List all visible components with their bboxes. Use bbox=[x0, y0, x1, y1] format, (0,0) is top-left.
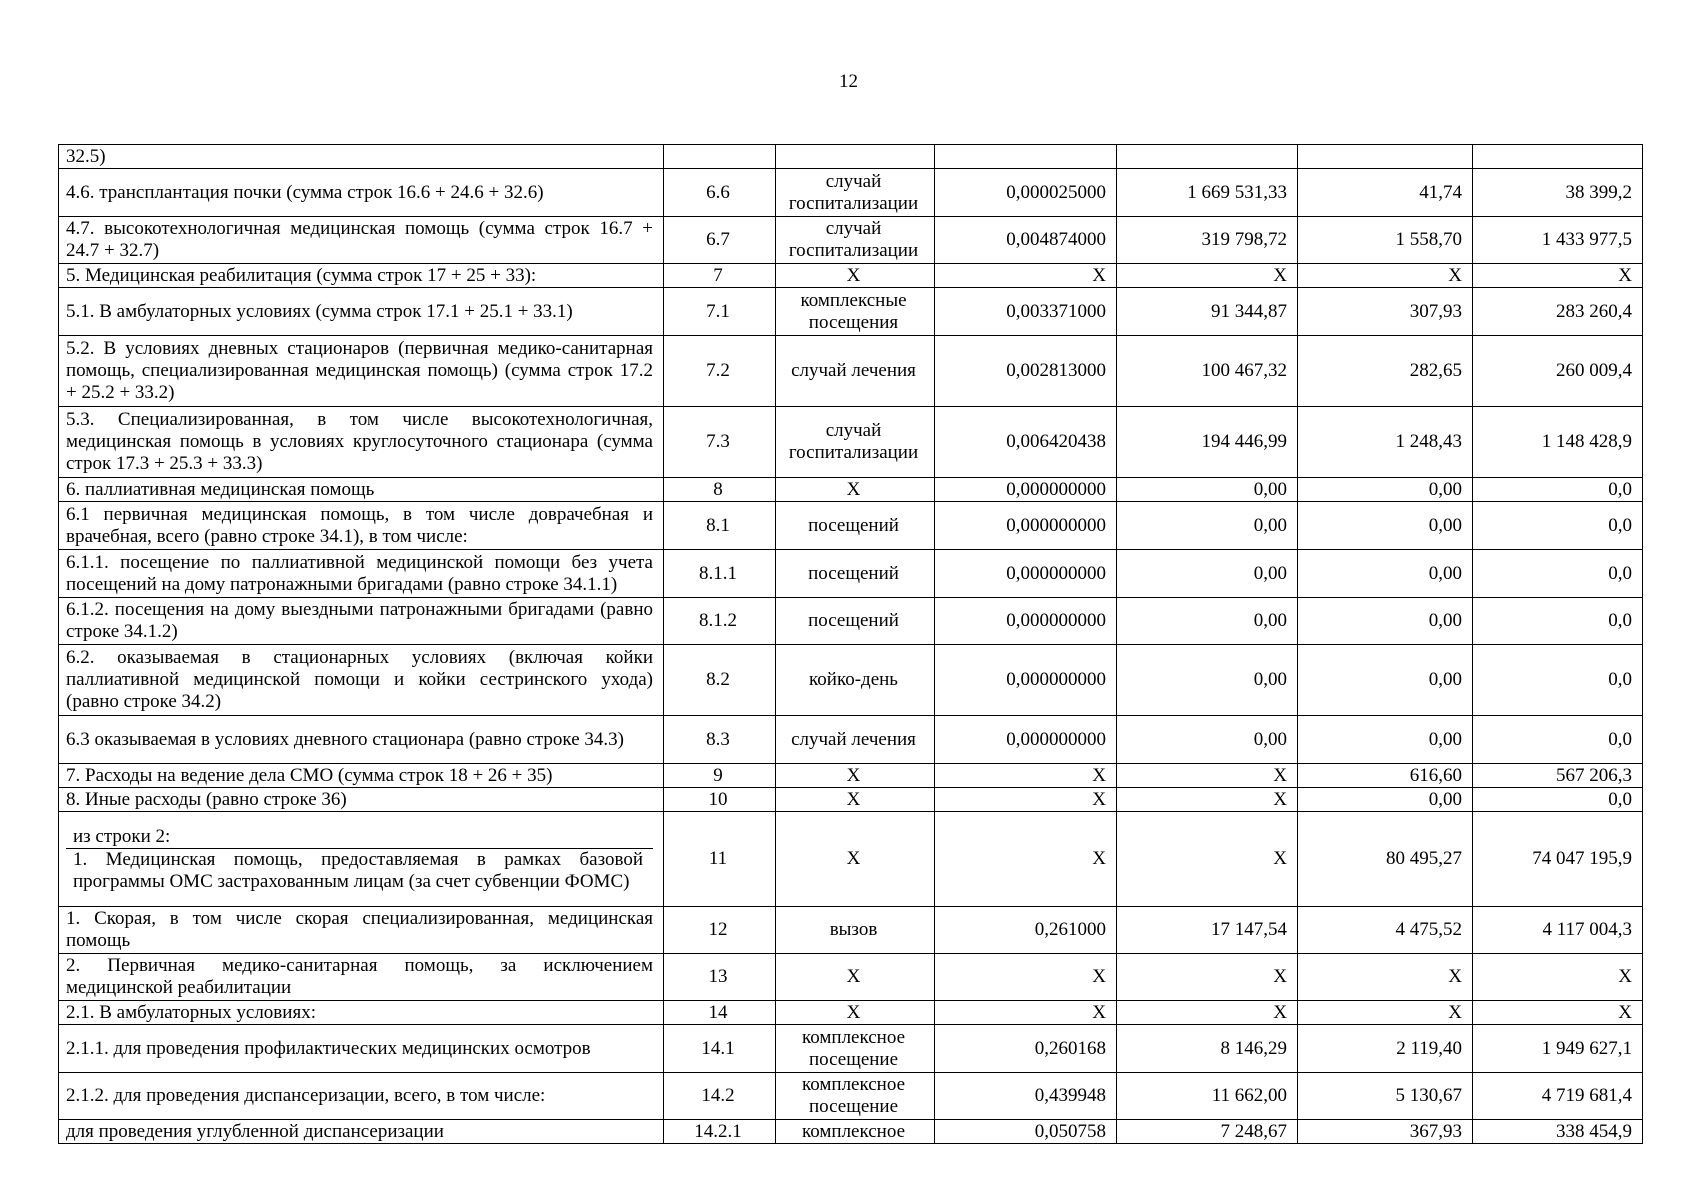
cell-unit: случай лечения bbox=[776, 716, 935, 764]
cell-norm: 0,050758 bbox=[935, 1120, 1117, 1144]
row-name: 1. Медицинская помощь, предоставляемая в рамках базовой программы ОМС застрахованным лицам (за счет субвенции ФОМС) bbox=[73, 848, 643, 892]
cell-unit: X bbox=[776, 264, 935, 288]
cell-percap bbox=[1298, 145, 1473, 169]
cell-unit: X bbox=[776, 1001, 935, 1025]
cell-cost: 100 467,32 bbox=[1117, 336, 1298, 407]
cell-norm bbox=[935, 145, 1117, 169]
cell-code: 13 bbox=[664, 954, 776, 1001]
cell-norm: 0,000000000 bbox=[935, 716, 1117, 764]
table-row bbox=[59, 502, 1643, 550]
cell-code: 8.3 bbox=[664, 716, 776, 764]
row-name: 5.2. В условиях дневных стационаров (первичная медико-санитарная помощь, специализированная медицинская помощь) (сумма строк 17.2 + 25.2 + 33.2) bbox=[59, 336, 664, 407]
row-name: 2.1.2. для проведения диспансеризации, всего, в том числе: bbox=[59, 1073, 664, 1120]
cell-percap: 5 130,67 bbox=[1298, 1073, 1473, 1120]
row-name: 2.1.1. для проведения профилактических медицинских осмотров bbox=[59, 1025, 664, 1073]
cell-unit: посещений bbox=[776, 598, 935, 645]
cell-code: 14 bbox=[664, 1001, 776, 1025]
cell-unit: вызов bbox=[776, 907, 935, 954]
table-row bbox=[59, 145, 1643, 169]
cell-cost: 0,00 bbox=[1117, 598, 1298, 645]
cell-total: 4 117 004,3 bbox=[1473, 907, 1643, 954]
row-name: 5. Медицинская реабилитация (сумма строк 17 + 25 + 33): bbox=[59, 264, 664, 288]
cell-unit: койко-день bbox=[776, 645, 935, 716]
row-name: 5.3. Специализированная, в том числе высокотехнологичная, медицинская помощь в условиях круглосуточного стационара (сумма строк 17.3 + 25.3 + 33.3) bbox=[59, 407, 664, 478]
cell-unit: случай госпитализации bbox=[776, 169, 935, 217]
cell-norm: 0,004874000 bbox=[935, 217, 1117, 264]
row-name: 6.3 оказываемая в условиях дневного стационара (равно строке 34.3) bbox=[59, 716, 664, 764]
cell-norm: X bbox=[935, 788, 1117, 812]
table-row bbox=[59, 645, 1643, 716]
cell-norm: X bbox=[935, 764, 1117, 788]
cell-percap: 1 558,70 bbox=[1298, 217, 1473, 264]
cell-unit: случай госпитализации bbox=[776, 217, 935, 264]
cell-cost: X bbox=[1117, 788, 1298, 812]
cell-total: X bbox=[1473, 1001, 1643, 1025]
cell-cost: 1 669 531,33 bbox=[1117, 169, 1298, 217]
row-name: для проведения углубленной диспансеризации bbox=[59, 1120, 664, 1144]
cell-norm: 0,000000000 bbox=[935, 550, 1117, 598]
cell-total: 0,0 bbox=[1473, 716, 1643, 764]
cell-code: 8.1.2 bbox=[664, 598, 776, 645]
cell-percap: 0,00 bbox=[1298, 502, 1473, 550]
cell-code: 8.1 bbox=[664, 502, 776, 550]
cell-total bbox=[1473, 145, 1643, 169]
cell-code: 8.1.1 bbox=[664, 550, 776, 598]
cell-cost: 0,00 bbox=[1117, 716, 1298, 764]
cell-total: 4 719 681,4 bbox=[1473, 1073, 1643, 1120]
cell-cost bbox=[1117, 145, 1298, 169]
cell-code: 7.2 bbox=[664, 336, 776, 407]
cell-total: X bbox=[1473, 264, 1643, 288]
cell-cost: X bbox=[1117, 812, 1298, 907]
cell-norm: X bbox=[935, 812, 1117, 907]
cell-norm: 0,006420438 bbox=[935, 407, 1117, 478]
table-row bbox=[59, 598, 1643, 645]
row-name: 7. Расходы на ведение дела СМО (сумма строк 18 + 26 + 35) bbox=[59, 764, 664, 788]
cell-unit: комплексное посещение bbox=[776, 1073, 935, 1120]
cell-cost: X bbox=[1117, 1001, 1298, 1025]
table-row bbox=[59, 1073, 1643, 1120]
cell-norm: 0,000000000 bbox=[935, 598, 1117, 645]
cell-percap: 616,60 bbox=[1298, 764, 1473, 788]
table-row bbox=[59, 716, 1643, 764]
row-name: 2. Первичная медико-санитарная помощь, за исключением медицинской реабилитации bbox=[59, 954, 664, 1001]
row-subheader: из строки 2: bbox=[66, 826, 653, 849]
cell-norm: 0,000000000 bbox=[935, 478, 1117, 502]
cell-percap: X bbox=[1298, 954, 1473, 1001]
row-name: 5.1. В амбулаторных условиях (сумма строк 17.1 + 25.1 + 33.1) bbox=[59, 288, 664, 336]
table-row bbox=[59, 217, 1643, 264]
cell-percap: 282,65 bbox=[1298, 336, 1473, 407]
cell-unit: комплексное bbox=[776, 1120, 935, 1144]
page-number: 12 bbox=[839, 71, 858, 92]
cell-unit: X bbox=[776, 812, 935, 907]
cell-total: 567 206,3 bbox=[1473, 764, 1643, 788]
cell-code: 9 bbox=[664, 764, 776, 788]
table-row bbox=[59, 550, 1643, 598]
cell-total: 0,0 bbox=[1473, 598, 1643, 645]
cell-norm: X bbox=[935, 954, 1117, 1001]
cell-unit: посещений bbox=[776, 550, 935, 598]
table-row bbox=[59, 336, 1643, 407]
table-row bbox=[59, 407, 1643, 478]
cell-percap: 0,00 bbox=[1298, 550, 1473, 598]
cell-cost: X bbox=[1117, 264, 1298, 288]
cell-cost: 0,00 bbox=[1117, 502, 1298, 550]
cell-norm: X bbox=[935, 264, 1117, 288]
cell-norm: X bbox=[935, 1001, 1117, 1025]
table-row bbox=[59, 812, 1643, 907]
cell-cost: 0,00 bbox=[1117, 550, 1298, 598]
cell-code: 7 bbox=[664, 264, 776, 288]
cell-percap: 0,00 bbox=[1298, 788, 1473, 812]
cell-unit: посещений bbox=[776, 502, 935, 550]
cell-code: 8.2 bbox=[664, 645, 776, 716]
row-name: 32.5) bbox=[59, 145, 664, 169]
cell-total: 38 399,2 bbox=[1473, 169, 1643, 217]
cell-percap: 4 475,52 bbox=[1298, 907, 1473, 954]
cell-total: 1 148 428,9 bbox=[1473, 407, 1643, 478]
cell-cost: X bbox=[1117, 764, 1298, 788]
row-name: 6.1 первичная медицинская помощь, в том числе доврачебная и врачебная, всего (равно строке 34.1), в том числе: bbox=[59, 502, 664, 550]
cell-unit: X bbox=[776, 764, 935, 788]
cell-percap: 2 119,40 bbox=[1298, 1025, 1473, 1073]
cell-total: 0,0 bbox=[1473, 502, 1643, 550]
cell-code: 7.3 bbox=[664, 407, 776, 478]
cell-total: 1 949 627,1 bbox=[1473, 1025, 1643, 1073]
cell-code: 8 bbox=[664, 478, 776, 502]
cell-percap: 0,00 bbox=[1298, 645, 1473, 716]
cell-cost: 319 798,72 bbox=[1117, 217, 1298, 264]
cell-code: 11 bbox=[664, 812, 776, 907]
cell-unit: случай лечения bbox=[776, 336, 935, 407]
row-name: 4.6. трансплантация почки (сумма строк 16.6 + 24.6 + 32.6) bbox=[59, 169, 664, 217]
row-name-cell bbox=[59, 812, 664, 907]
table-row bbox=[59, 788, 1643, 812]
cell-percap: 307,93 bbox=[1298, 288, 1473, 336]
cell-code: 6.7 bbox=[664, 217, 776, 264]
cell-norm: 0,439948 bbox=[935, 1073, 1117, 1120]
cell-percap: 0,00 bbox=[1298, 598, 1473, 645]
table-row bbox=[59, 1120, 1643, 1144]
cell-total: 74 047 195,9 bbox=[1473, 812, 1643, 907]
cell-cost: 11 662,00 bbox=[1117, 1073, 1298, 1120]
table-row bbox=[59, 478, 1643, 502]
cell-norm: 0,000000000 bbox=[935, 645, 1117, 716]
cell-percap: 0,00 bbox=[1298, 478, 1473, 502]
cell-unit: X bbox=[776, 788, 935, 812]
cell-total: 338 454,9 bbox=[1473, 1120, 1643, 1144]
cell-total: 1 433 977,5 bbox=[1473, 217, 1643, 264]
cell-percap: X bbox=[1298, 264, 1473, 288]
cell-unit: X bbox=[776, 954, 935, 1001]
row-name: 6.1.2. посещения на дому выездными патронажными бригадами (равно строке 34.1.2) bbox=[59, 598, 664, 645]
cell-percap: 41,74 bbox=[1298, 169, 1473, 217]
cell-unit: комплексные посещения bbox=[776, 288, 935, 336]
cell-cost: 0,00 bbox=[1117, 645, 1298, 716]
cell-norm: 0,260168 bbox=[935, 1025, 1117, 1073]
cell-norm: 0,003371000 bbox=[935, 288, 1117, 336]
cell-total: 283 260,4 bbox=[1473, 288, 1643, 336]
cell-norm: 0,000000000 bbox=[935, 502, 1117, 550]
cell-unit: X bbox=[776, 478, 935, 502]
cell-cost: 194 446,99 bbox=[1117, 407, 1298, 478]
cell-norm: 0,261000 bbox=[935, 907, 1117, 954]
row-name: 8. Иные расходы (равно строке 36) bbox=[59, 788, 664, 812]
cell-cost: 91 344,87 bbox=[1117, 288, 1298, 336]
funding-table bbox=[58, 144, 1643, 1144]
table-row bbox=[59, 764, 1643, 788]
cell-percap: 80 495,27 bbox=[1298, 812, 1473, 907]
row-name: 6. паллиативная медицинская помощь bbox=[59, 478, 664, 502]
cell-percap: 0,00 bbox=[1298, 716, 1473, 764]
cell-code: 14.1 bbox=[664, 1025, 776, 1073]
row-name: 6.2. оказываемая в стационарных условиях (включая койки паллиативной медицинской помощи и койки сестринского ухода) (равно строке 34.2) bbox=[59, 645, 664, 716]
cell-code: 14.2.1 bbox=[664, 1120, 776, 1144]
cell-total: 0,0 bbox=[1473, 550, 1643, 598]
table-row bbox=[59, 264, 1643, 288]
cell-code: 10 bbox=[664, 788, 776, 812]
table-row bbox=[59, 907, 1643, 954]
cell-cost: 7 248,67 bbox=[1117, 1120, 1298, 1144]
cell-percap: X bbox=[1298, 1001, 1473, 1025]
cell-cost: 8 146,29 bbox=[1117, 1025, 1298, 1073]
cell-cost: 0,00 bbox=[1117, 478, 1298, 502]
row-name: 6.1.1. посещение по паллиативной медицинской помощи без учета посещений на дому патронажными бригадами (равно строке 34.1.1) bbox=[59, 550, 664, 598]
cell-unit: случай госпитализации bbox=[776, 407, 935, 478]
row-name: 1. Скорая, в том числе скорая специализированная, медицинская помощь bbox=[59, 907, 664, 954]
cell-norm: 0,000025000 bbox=[935, 169, 1117, 217]
cell-code: 6.6 bbox=[664, 169, 776, 217]
cell-code bbox=[664, 145, 776, 169]
cell-total: 260 009,4 bbox=[1473, 336, 1643, 407]
cell-total: 0,0 bbox=[1473, 645, 1643, 716]
cell-code: 14.2 bbox=[664, 1073, 776, 1120]
cell-unit bbox=[776, 145, 935, 169]
cell-percap: 367,93 bbox=[1298, 1120, 1473, 1144]
cell-code: 12 bbox=[664, 907, 776, 954]
table-row bbox=[59, 1025, 1643, 1073]
cell-total: 0,0 bbox=[1473, 478, 1643, 502]
row-name: 2.1. В амбулаторных условиях: bbox=[59, 1001, 664, 1025]
cell-cost: 17 147,54 bbox=[1117, 907, 1298, 954]
cell-unit: комплексное посещение bbox=[776, 1025, 935, 1073]
cell-code: 7.1 bbox=[664, 288, 776, 336]
table-row bbox=[59, 169, 1643, 217]
cell-cost: X bbox=[1117, 954, 1298, 1001]
cell-percap: 1 248,43 bbox=[1298, 407, 1473, 478]
table-row bbox=[59, 954, 1643, 1001]
cell-total: X bbox=[1473, 954, 1643, 1001]
row-name: 4.7. высокотехнологичная медицинская помощь (сумма строк 16.7 + 24.7 + 32.7) bbox=[59, 217, 664, 264]
cell-total: 0,0 bbox=[1473, 788, 1643, 812]
table-row bbox=[59, 288, 1643, 336]
table-row bbox=[59, 1001, 1643, 1025]
cell-norm: 0,002813000 bbox=[935, 336, 1117, 407]
